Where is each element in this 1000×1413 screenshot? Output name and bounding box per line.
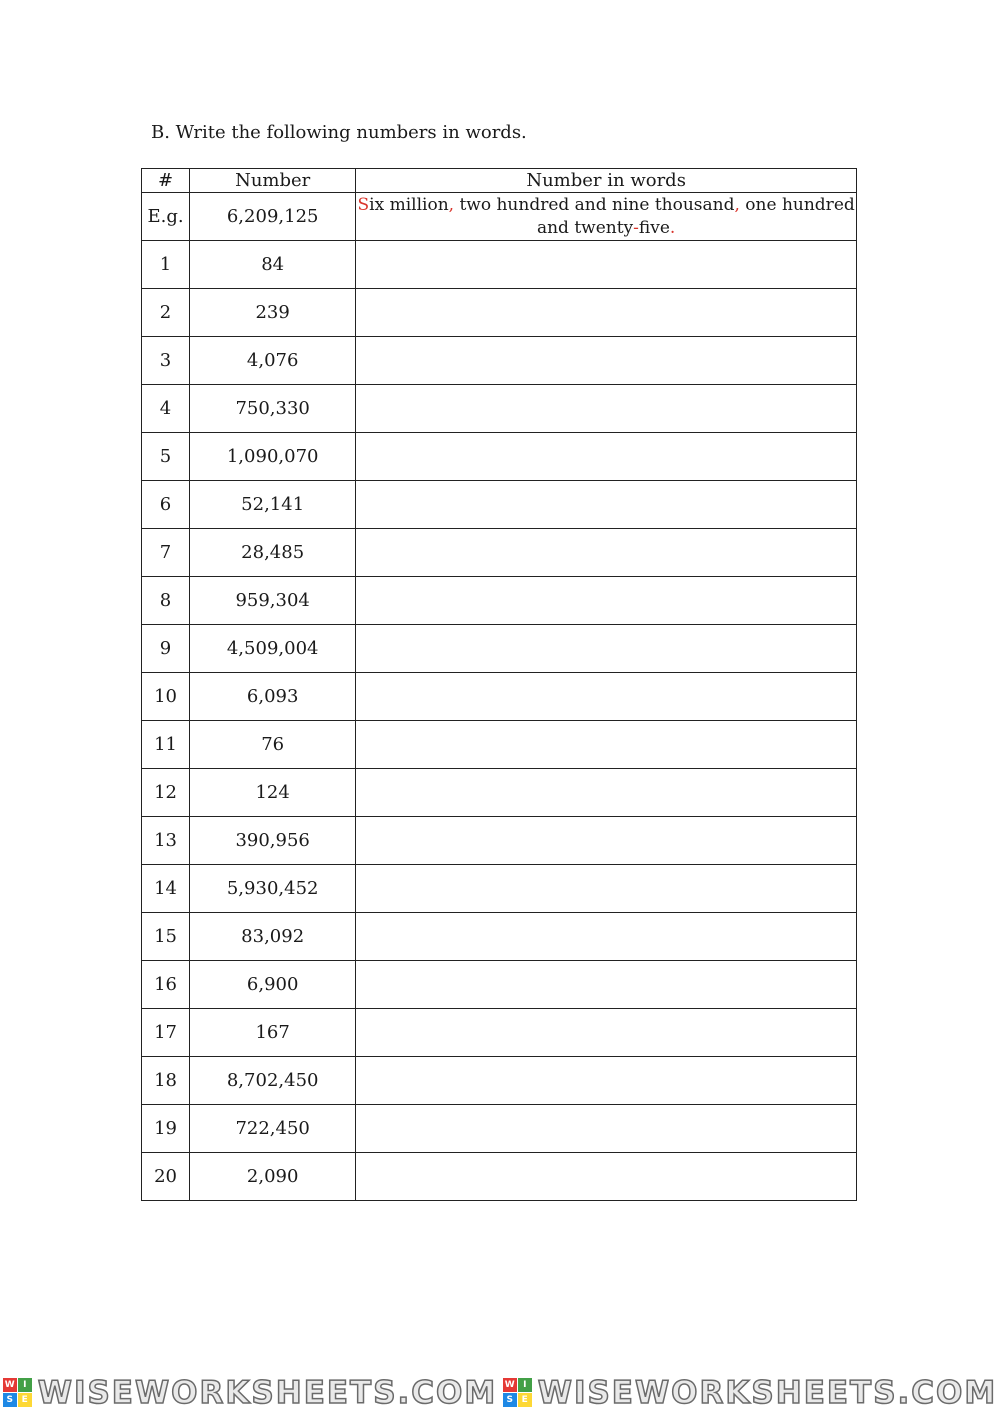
row-index: 18: [142, 1057, 190, 1105]
row-index: 2: [142, 289, 190, 337]
table-header-row: [142, 169, 857, 193]
table-row: [142, 1057, 857, 1105]
table-row: [142, 1105, 857, 1153]
table-row: [142, 721, 857, 769]
row-index: 13: [142, 817, 190, 865]
row-index: 14: [142, 865, 190, 913]
example-label: E.g.: [142, 193, 190, 241]
row-index: 7: [142, 529, 190, 577]
brand-logo-icon: [3, 1378, 32, 1407]
numbers-table: [141, 168, 857, 1201]
row-number: 167: [190, 1009, 356, 1057]
example-words-part: one hundred and twenty: [536, 194, 855, 238]
row-number: 124: [190, 769, 356, 817]
row-index: 6: [142, 481, 190, 529]
logo-tile: S: [3, 1393, 17, 1407]
row-index: 19: [142, 1105, 190, 1153]
answer-cell[interactable]: [356, 1153, 857, 1201]
table-row: [142, 433, 857, 481]
table-row: [142, 1153, 857, 1201]
table-row: [142, 241, 857, 289]
answer-cell[interactable]: [356, 673, 857, 721]
answer-cell[interactable]: [356, 289, 857, 337]
header-number: Number: [190, 169, 356, 193]
example-words-part: ,: [448, 194, 455, 215]
row-index: 17: [142, 1009, 190, 1057]
answer-cell[interactable]: [356, 241, 857, 289]
row-number: 76: [190, 721, 356, 769]
brand-text: WISEWORKSHEETS.COM: [37, 1374, 498, 1411]
answer-cell[interactable]: [356, 433, 857, 481]
table-row: [142, 337, 857, 385]
answer-cell[interactable]: [356, 913, 857, 961]
brand-unit: [503, 1375, 998, 1411]
answer-cell[interactable]: [356, 529, 857, 577]
header-index: #: [142, 169, 190, 193]
answer-cell[interactable]: [356, 385, 857, 433]
row-index: 4: [142, 385, 190, 433]
row-number: 4,509,004: [190, 625, 356, 673]
row-number: 28,485: [190, 529, 356, 577]
row-index: 16: [142, 961, 190, 1009]
logo-tile: S: [503, 1393, 517, 1407]
row-index: 8: [142, 577, 190, 625]
row-index: 10: [142, 673, 190, 721]
row-number: 8,702,450: [190, 1057, 356, 1105]
instruction-heading: B. Write the following numbers in words.: [151, 122, 527, 143]
row-number: 959,304: [190, 577, 356, 625]
row-number: 239: [190, 289, 356, 337]
logo-tile: I: [18, 1378, 32, 1392]
answer-cell[interactable]: [356, 481, 857, 529]
row-number: 722,450: [190, 1105, 356, 1153]
row-number: 84: [190, 241, 356, 289]
answer-cell[interactable]: [356, 625, 857, 673]
table-row: [142, 769, 857, 817]
logo-tile: E: [18, 1393, 32, 1407]
example-words-part: -: [633, 217, 639, 238]
table-row: [142, 1009, 857, 1057]
brand-text: WISEWORKSHEETS.COM: [537, 1374, 998, 1411]
row-number: 2,090: [190, 1153, 356, 1201]
row-index: 3: [142, 337, 190, 385]
example-words-part: two hundred and nine thousand: [454, 194, 735, 215]
row-number: 390,956: [190, 817, 356, 865]
example-words-part: S: [357, 194, 370, 215]
answer-cell[interactable]: [356, 337, 857, 385]
table-row: [142, 577, 857, 625]
table-row: [142, 865, 857, 913]
row-number: 5,930,452: [190, 865, 356, 913]
table-row: [142, 817, 857, 865]
example-words-part: five: [638, 217, 670, 238]
row-index: 9: [142, 625, 190, 673]
example-words-part: ,: [734, 194, 740, 215]
example-words-part: ix million: [369, 194, 449, 215]
row-number: 1,090,070: [190, 433, 356, 481]
answer-cell[interactable]: [356, 577, 857, 625]
brand-logo-icon: [503, 1378, 532, 1407]
table-row: [142, 529, 857, 577]
answer-cell[interactable]: [356, 1105, 857, 1153]
row-index: 15: [142, 913, 190, 961]
table-row: [142, 481, 857, 529]
logo-tile: W: [3, 1378, 17, 1392]
row-number: 4,076: [190, 337, 356, 385]
example-words: [356, 193, 857, 241]
answer-cell[interactable]: [356, 865, 857, 913]
table-row: [142, 913, 857, 961]
answer-cell[interactable]: [356, 961, 857, 1009]
answer-cell[interactable]: [356, 1009, 857, 1057]
logo-tile: W: [503, 1378, 517, 1392]
row-index: 12: [142, 769, 190, 817]
table-row: [142, 673, 857, 721]
footer-brand: [0, 1372, 1000, 1413]
row-index: 1: [142, 241, 190, 289]
row-number: 6,093: [190, 673, 356, 721]
row-number: 6,900: [190, 961, 356, 1009]
answer-cell[interactable]: [356, 817, 857, 865]
answer-cell[interactable]: [356, 721, 857, 769]
example-number: 6,209,125: [190, 193, 356, 241]
table-row: [142, 625, 857, 673]
row-index: 5: [142, 433, 190, 481]
row-number: 83,092: [190, 913, 356, 961]
example-words-part: .: [669, 217, 676, 238]
row-number: 750,330: [190, 385, 356, 433]
brand-unit: [3, 1375, 498, 1411]
table-row: [142, 961, 857, 1009]
example-row: [142, 193, 857, 241]
logo-tile: E: [518, 1393, 532, 1407]
row-index: 20: [142, 1153, 190, 1201]
answer-cell[interactable]: [356, 769, 857, 817]
row-number: 52,141: [190, 481, 356, 529]
row-index: 11: [142, 721, 190, 769]
answer-cell[interactable]: [356, 1057, 857, 1105]
table-row: [142, 385, 857, 433]
table-row: [142, 289, 857, 337]
header-words: Number in words: [356, 169, 857, 193]
table-body: [142, 193, 857, 1201]
logo-tile: I: [518, 1378, 532, 1392]
